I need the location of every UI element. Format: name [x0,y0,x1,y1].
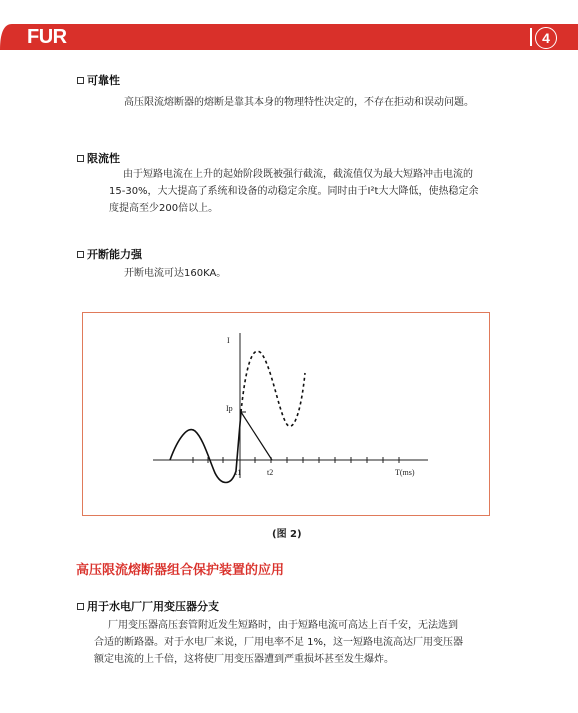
page-number-separator [530,28,532,46]
y-axis-label: I [227,336,230,345]
paragraph-line: 度提高至少200倍以上。 [109,203,219,214]
current-wave-solid [170,412,241,483]
checkbox-icon [77,603,84,610]
paragraph-hydro-plant [94,617,504,668]
prospective-current-dashed [241,351,305,426]
figure-caption: (图 2) [272,529,302,540]
paragraph-current-limiting [109,166,505,217]
current-waveform-figure [82,312,490,516]
brand-logo: FUR [27,26,67,48]
heading-label: 用于水电厂厂用变压器分支 [87,600,219,613]
t2-label: t2 [267,468,274,477]
t1-label: t1 [235,468,242,477]
paragraph-line: 由于短路电流在上升的起始阶段既被强行截流，截流值仅为最大短路冲击电流的 [123,169,473,180]
paragraph-reliability: 高压限流熔断器的熔断是靠其本身的物理特性决定的，不存在拒动和误动问题。 [124,97,474,108]
paragraph-line: 合适的断路器。对于水电厂来说，厂用电率不足 1%，这一短路电流高达厂用变压器 [94,637,464,648]
x-axis-label: T(ms) [395,468,415,477]
heading-hydro-plant [77,598,219,614]
limited-current-decay [241,412,272,460]
heading-reliability [77,72,120,88]
checkbox-icon [77,251,84,258]
paragraph-line: 厂用变压器高压套管附近发生短路时，由于短路电流可高达上百千安，无法选到 [108,620,458,631]
waveform-diagram [83,313,489,515]
heading-label: 可靠性 [87,74,120,87]
section-title: 高压限流熔断器组合保护装置的应用 [76,563,285,578]
header-bar [0,24,578,50]
checkbox-icon [77,155,84,162]
checkbox-icon [77,77,84,84]
heading-breaking-capacity [77,246,142,262]
heading-label: 限流性 [87,152,120,165]
paragraph-line: 15-30%，大大提高了系统和设备的动稳定余度。同时由于I²t大大降低，使热稳定余 [109,186,479,197]
header-bar-shape [0,24,578,50]
page-number: 4 [535,27,557,49]
heading-label: 开断能力强 [87,248,142,261]
ip-label: Ip [226,404,233,413]
paragraph-line: 额定电流的上千倍，这将使厂用变压器遭到严重损坏甚至发生爆炸。 [94,654,394,665]
heading-current-limiting [77,150,120,166]
paragraph-breaking-capacity: 开断电流可达160KA。 [124,268,227,279]
